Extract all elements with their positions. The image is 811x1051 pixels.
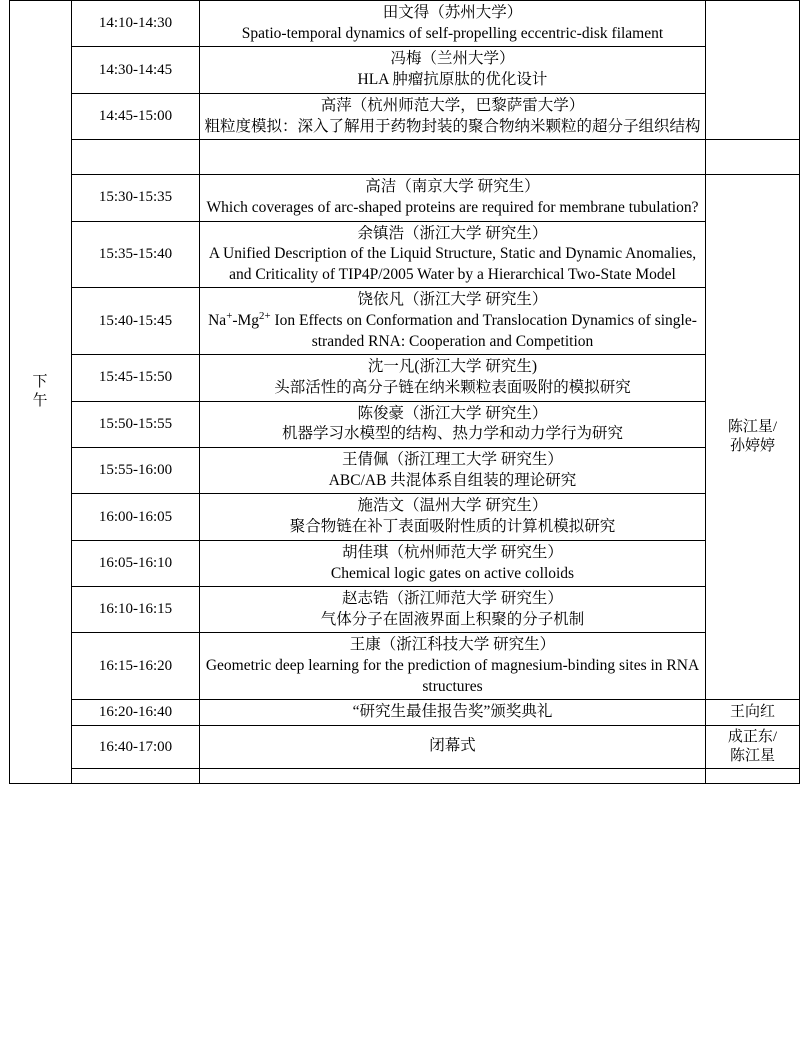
chair-cell-empty	[706, 140, 800, 175]
talk-title: 气体分子在固液界面上积聚的分子机制	[320, 610, 585, 628]
speaker-name: 田文得（苏州大学）	[382, 4, 523, 21]
table-row	[10, 401, 800, 447]
talk-title: A Unified Description of the Liquid Structure, Static and Dynamic Anomalies, and Criticality of TIP4P/2005 Water by a Hierarchical Two-State Model	[208, 245, 697, 283]
talk-title: Geometric deep learning for the prediction of magnesium-binding sites in RNA structures	[205, 657, 700, 695]
break-row	[10, 140, 800, 175]
speaker-name: 饶依凡（浙江大学 研究生）	[357, 291, 548, 309]
content-cell-empty	[200, 768, 706, 783]
content-cell	[200, 93, 706, 139]
table-row	[10, 700, 800, 726]
event-title: 闭幕式	[429, 737, 476, 755]
content-cell	[200, 401, 706, 447]
time-cell: 14:30-14:45	[72, 47, 200, 93]
speaker-name: 王康（浙江科技大学 研究生）	[349, 636, 556, 654]
talk-title: Spatio-temporal dynamics of self-propelling eccentric-disk filament	[241, 24, 664, 42]
time-cell: 16:20-16:40	[72, 700, 200, 726]
session-label-line2: 午	[32, 392, 49, 409]
time-cell: 15:45-15:50	[72, 355, 200, 401]
content-cell	[200, 355, 706, 401]
table-row	[10, 47, 800, 93]
content-cell	[200, 587, 706, 633]
talk-title: Chemical logic gates on active colloids	[330, 564, 575, 582]
chair-cell	[706, 700, 800, 726]
time-cell: 16:00-16:05	[72, 494, 200, 540]
content-cell	[200, 47, 706, 93]
table-row	[10, 540, 800, 586]
time-cell: 14:10-14:30	[72, 1, 200, 47]
chair-line-1: 陈江星/	[727, 419, 778, 436]
talk-title: 头部活性的高分子链在纳米颗粒表面吸附的模拟研究	[274, 379, 631, 397]
table-row	[10, 175, 800, 221]
time-cell-empty	[72, 768, 200, 783]
session-label-line1: 下	[32, 374, 49, 391]
schedule-table	[9, 0, 800, 784]
content-cell	[200, 540, 706, 586]
session-label-cell	[10, 1, 72, 784]
content-cell	[200, 447, 706, 493]
chair-line-2: 陈江星	[729, 747, 775, 764]
event-title: “研究生最佳报告奖”颁奖典礼	[352, 703, 553, 721]
talk-title: Which coverages of arc-shaped proteins are required for membrane tubulation?	[206, 199, 699, 217]
content-cell-empty	[200, 140, 706, 175]
chair-cell	[706, 726, 800, 769]
time-cell: 14:45-15:00	[72, 93, 200, 139]
time-cell-empty	[72, 140, 200, 175]
content-cell	[200, 221, 706, 288]
chair-line-1: 成正东/	[727, 729, 778, 746]
time-cell: 16:40-17:00	[72, 726, 200, 769]
time-cell: 16:10-16:15	[72, 587, 200, 633]
time-cell: 15:50-15:55	[72, 401, 200, 447]
time-cell: 15:30-15:35	[72, 175, 200, 221]
talk-title: ABC/AB 共混体系自组装的理论研究	[328, 471, 577, 489]
chair-line-2: 孙婷婷	[729, 438, 775, 455]
content-cell	[200, 700, 706, 726]
content-cell	[200, 494, 706, 540]
time-cell: 15:35-15:40	[72, 221, 200, 288]
table-row	[10, 355, 800, 401]
speaker-name: 施浩文（温州大学 研究生）	[357, 497, 548, 515]
table-row	[10, 447, 800, 493]
chair-cell	[706, 175, 800, 700]
time-cell: 16:15-16:20	[72, 633, 200, 700]
time-cell: 16:05-16:10	[72, 540, 200, 586]
content-cell	[200, 633, 706, 700]
table-row-blank	[10, 768, 800, 783]
speaker-name: 胡佳琪（杭州师范大学 研究生）	[342, 543, 563, 561]
talk-title: $Na^+-Mg^{2+}$ Ion Effects on Conformation and Translocation Dynamics of single-stranded RNA: Cooperation and Competition	[208, 310, 697, 350]
time-cell: 15:55-16:00	[72, 447, 200, 493]
table-row	[10, 587, 800, 633]
table-row	[10, 93, 800, 139]
table-row	[10, 726, 800, 769]
talk-title: 聚合物链在补丁表面吸附性质的计算机模拟研究	[289, 518, 616, 536]
speaker-name: 陈俊豪（浙江大学 研究生）	[357, 404, 548, 422]
talk-title: 粗粒度模拟：深入了解用于药物封装的聚合物纳米颗粒的超分子组织结构	[204, 117, 701, 135]
chair-cell-empty	[706, 768, 800, 783]
speaker-name: 余镇浩（浙江大学 研究生）	[357, 224, 548, 242]
table-row	[10, 221, 800, 288]
time-cell: 15:40-15:45	[72, 288, 200, 355]
table-row	[10, 633, 800, 700]
speaker-name: 赵志锆（浙江师范大学 研究生）	[342, 590, 563, 608]
content-cell	[200, 726, 706, 769]
talk-title: 机器学习水模型的结构、热力学和动力学行为研究	[281, 425, 623, 443]
chair-line-1: 王向红	[729, 704, 775, 721]
content-cell	[200, 288, 706, 355]
content-cell	[200, 1, 706, 47]
table-row	[10, 1, 800, 47]
speaker-name: 冯梅（兰州大学）	[390, 50, 515, 68]
content-cell	[200, 175, 706, 221]
speaker-name: 王倩佩（浙江理工大学 研究生）	[342, 450, 563, 468]
speaker-name: 沈一凡(浙江大学 研究生)	[367, 358, 538, 376]
chair-cell	[706, 1, 800, 140]
speaker-name: 高萍（杭州师范大学，巴黎萨雷大学）	[320, 96, 585, 114]
speaker-name: 高洁（南京大学 研究生）	[365, 178, 540, 196]
table-row	[10, 494, 800, 540]
table-row	[10, 288, 800, 355]
talk-title: HLA 肿瘤抗原肽的优化设计	[357, 71, 548, 89]
